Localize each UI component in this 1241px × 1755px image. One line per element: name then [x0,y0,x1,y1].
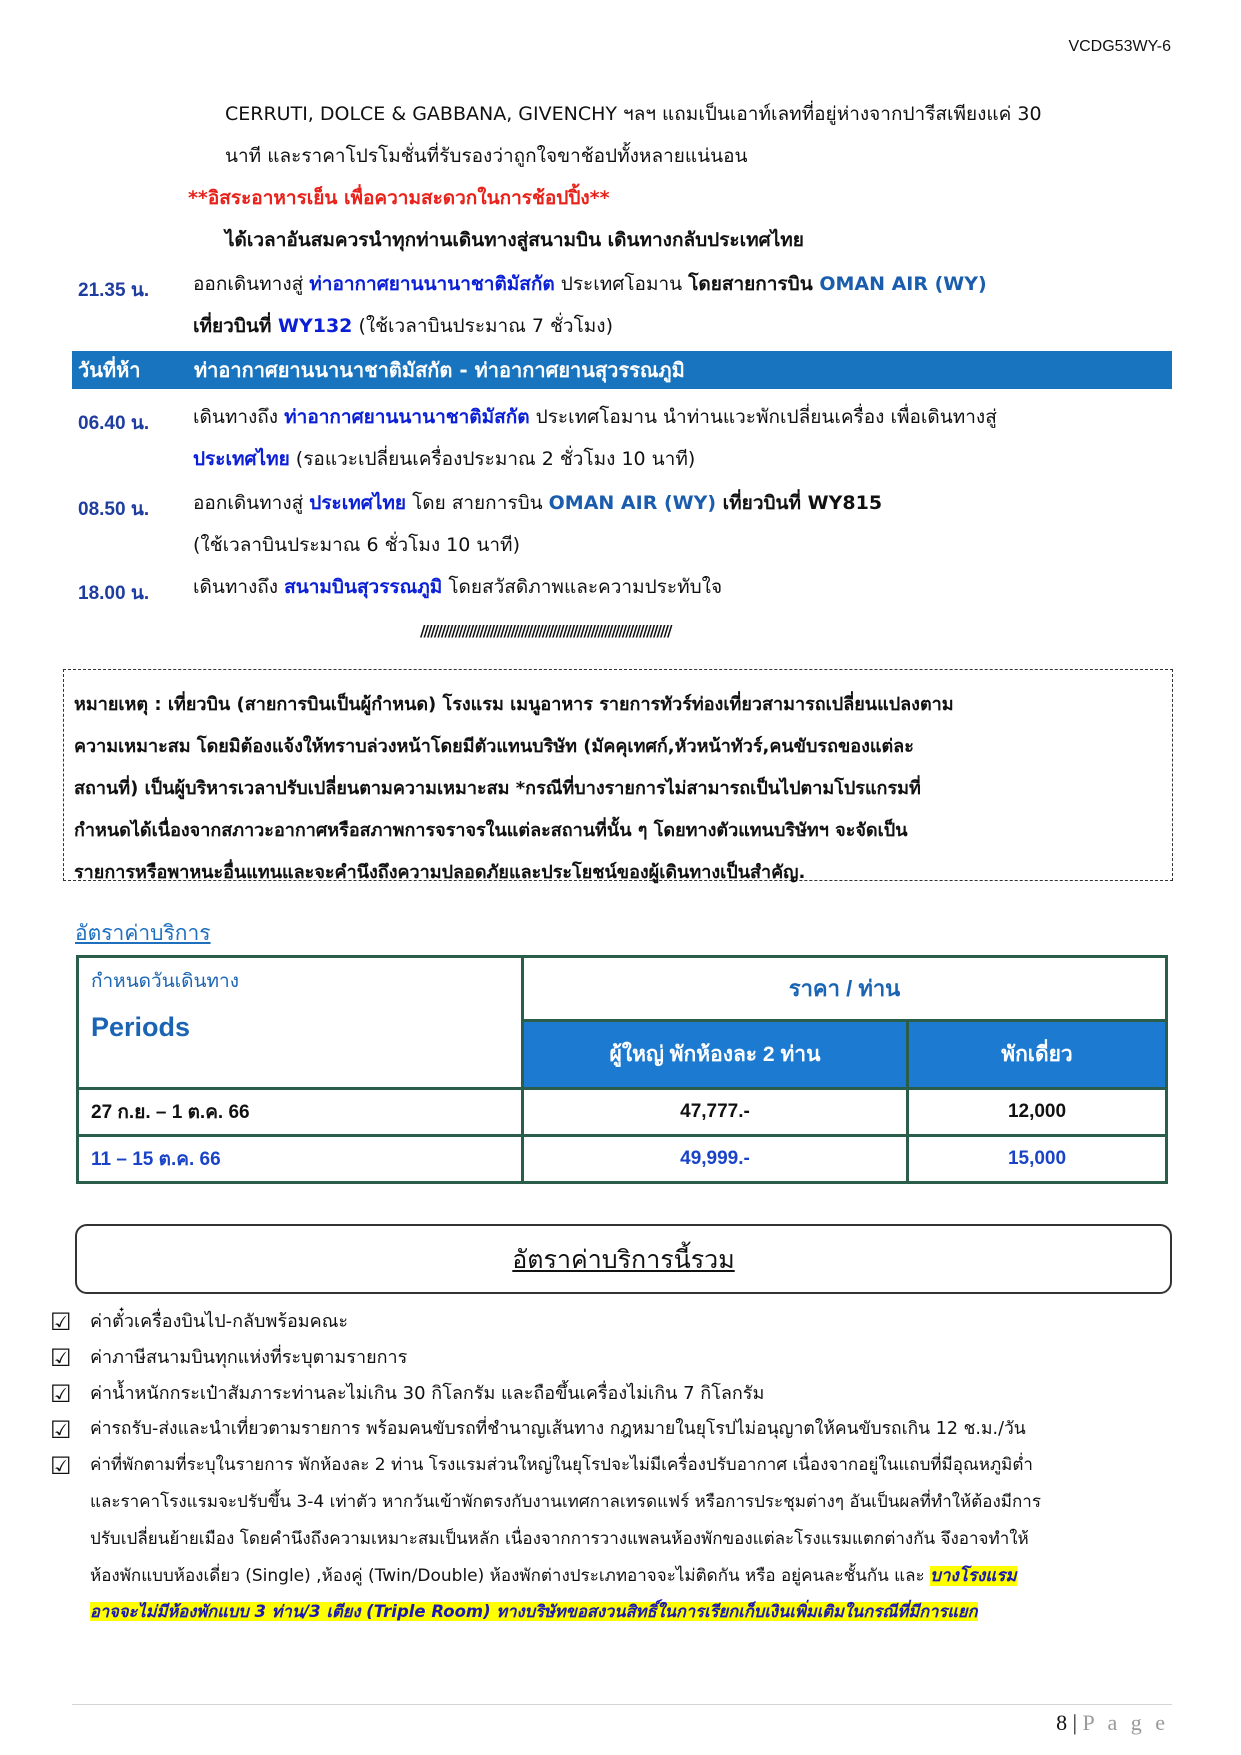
remark-line: กำหนดได้เนื่องจากสภาวะอากาศหรือสภาพการจราจรในแต่ละสถานที่นั้น ๆ โดยทางตัวแทนบริษัทฯ จะจัดเป็น [74,820,908,841]
schedule-2135-line-1: ออกเดินทางสู่ ท่าอากาศยานนานาชาติมัสกัต ประเทศโอมาน โดยสายการบิน OMAN AIR (WY) [193,273,987,295]
time-2135: 21.35 น. [78,280,150,301]
hotel-line-1: ค่าที่พักตามที่ระบุในรายการ พักห้องละ 2 ท่าน โรงแรมส่วนใหญ่ในยุโรปจะไม่มีเครื่องปรับอากาศ เนื่องจากอยู่ในแถบที่มีอุณหภูมิต่ำ [90,1455,1033,1475]
include-item: ค่ารถรับ-ส่งและนำเที่ยวตามรายการ พร้อมคนขับรถที่ชำนาญเส้นทาง กฎหมายในยุโรปไม่อนุญาตให้คนขับรถเกิน 12 ช.ม./วัน [90,1419,1026,1439]
intro-line-1: CERRUTI, DOLCE & GABBANA, GIVENCHY ฯลฯ แถมเป็นเอาท์เลทที่อยู่ห่างจากปารีสเพียงแค่ 30 [225,103,1042,125]
page-number: 8 [1056,1710,1068,1735]
day-title: ท่าอากาศยานนานาชาติมัสกัต - ท่าอากาศยานสุวรรณภูมิ [194,358,685,382]
single-header: พักเดี่ยว [908,1021,1167,1089]
period-header [78,957,523,1089]
remark-box [63,669,1173,881]
period-cell: 27 ก.ย. – 1 ต.ค. 66 [78,1089,523,1136]
rates-title: อัตราค่าบริการ [75,921,211,945]
include-item: ค่าภาษีสนามบินทุกแห่งที่ระบุตามรายการ [90,1347,408,1368]
schedule-0640-line-1: เดินทางถึง ท่าอากาศยานนานาชาติมัสกัต ประเทศโอมาน นำท่านแวะพักเปลี่ยนเครื่อง เพื่อเดินทางสู่ [193,406,997,428]
intro-line-2: นาที และราคาโปรโมชั่นที่รับรองว่าถูกใจขาช้อปทั้งหลายแน่นอน [225,145,748,167]
period-cell: 11 – 15 ต.ค. 66 [78,1136,523,1183]
airport-transfer-note: ได้เวลาอันสมควรนำทุกท่านเดินทางสู่สนามบิน เดินทางกลับประเทศไทย [225,229,804,251]
adult-header: ผู้ใหญ่ พักห้องละ 2 ท่าน [523,1021,908,1089]
adult-price-cell: 49,999.- [523,1136,908,1183]
highlight-text: อาจจะไม่มีห้องพักแบบ 3 ท่าน/3 เตียง (Triple Room) ทางบริษัทขอสงวนสิทธิ์ในการเรียกเก็บเงินเพิ่มเติมในกรณีที่มีการแยก [90,1602,978,1621]
include-item: ค่าน้ำหนักกระเป๋าสัมภาระท่านละไม่เกิน 30 กิโลกรัม และถือขึ้นเครื่องไม่เกิน 7 กิโลกรัม [90,1383,765,1404]
time-1800: 18.00 น. [78,583,150,604]
section-divider: //////////////////////////////////////////////////////////////////////// [420,622,671,640]
remark-line: ความเหมาะสม โดยมิต้องแจ้งให้ทราบล่วงหน้าโดยมีตัวแทนบริษัท (มัคคุเทศก์,หัวหน้าทัวร์,คนขับรถของแต่ละ [74,736,914,757]
remark-line: รายการหรือพาหนะอื่นแทนและจะคำนึงถึงความปลอดภัยและประโยชน์ของผู้เดินทางเป็นสำคัญ. [74,862,806,883]
hotel-line-5 [90,1604,978,1621]
schedule-0850-line-1: ออกเดินทางสู่ ประเทศไทย โดย สายการบิน OMAN AIR (WY) เที่ยวบินที่ WY815 [193,492,883,514]
time-0850: 08.50 น. [78,499,150,520]
price-header: ราคา / ท่าน [523,957,1167,1021]
schedule-1800-line-1: เดินทางถึง สนามบินสุวรรณภูมิ โดยสวัสดิภาพและความประทับใจ [193,576,723,598]
adult-price-cell: 47,777.- [523,1089,908,1136]
schedule-2135-line-2: เที่ยวบินที่ WY132 (ใช้เวลาบินประมาณ 7 ชั่วโมง) [193,315,613,337]
remark-line: หมายเหตุ : เที่ยวบิน (สายการบินเป็นผู้กำหนด) โรงแรม เมนูอาหาร รายการทัวร์ท่องเที่ยวสามารถเปลี่ยนแปลงตาม [74,694,954,715]
schedule-0850-line-2: (ใช้เวลาบินประมาณ 6 ชั่วโมง 10 นาที) [193,534,520,556]
page-label: P a g e [1082,1710,1169,1735]
document-code: VCDG53WY-6 [1068,38,1171,55]
page-separator: | [1072,1710,1078,1735]
include-item: ค่าตั๋วเครื่องบินไป-กลับพร้อมคณะ [90,1311,349,1332]
schedule-0640-line-2: ประเทศไทย (รอแวะเปลี่ยนเครื่องประมาณ 2 ชั่วโมง 10 นาที) [193,448,696,470]
remark-line: สถานที่) เป็นผู้บริหารเวลาปรับเปลี่ยนตามความเหมาะสม *กรณีที่บางรายการไม่สามารถเป็นไปตามโปรแกรมที่ [74,778,921,799]
includes-title: อัตราค่าบริการนี้รวม [512,1245,735,1274]
checkbox-icon: ☑ [50,1344,72,1372]
dinner-note: **อิสระอาหารเย็น เพื่อความสะดวกในการช้อปปิ้ง** [188,187,610,209]
single-price-cell: 12,000 [908,1089,1167,1136]
day-five-header [72,351,1172,389]
checkbox-icon: ☑ [50,1416,72,1444]
highlight-text: บางโรงแรม [930,1566,1017,1586]
table-row [78,1136,1167,1183]
checkbox-icon: ☑ [50,1380,72,1408]
period-header-th: กำหนดวันเดินทาง [91,971,239,992]
period-header-en: Periods [91,1012,191,1042]
hotel-line-2: และราคาโรงแรมจะปรับขึ้น 3-4 เท่าตัว หากวันเข้าพักตรงกับงานเทศกาลเทรดแฟร์ หรือการประชุมต่างๆ อันเป็นผลที่ทำให้ต้องมีการ [90,1492,1041,1512]
footer-divider [72,1704,1172,1705]
rates-table [76,955,1168,1184]
day-label: วันที่ห้า [78,358,141,382]
single-price-cell: 15,000 [908,1136,1167,1183]
hotel-line-3: ปรับเปลี่ยนย้ายเมือง โดยคำนึงถึงความเหมาะสมเป็นหลัก เนื่องจากการวางแพลนห้องพักของแต่ละโรงแรมแตกต่างกัน จึงอาจทำให้ [90,1529,1029,1549]
checkbox-icon: ☑ [50,1452,72,1480]
hotel-line-4: ห้องพักแบบห้องเดี่ยว (Single) ,ห้องคู่ (Twin/Double) ห้องพักต่างประเภทอาจจะไม่ติดกัน หรือ อยู่คนละชั้นกัน และ บางโรงแรม [90,1566,1017,1586]
time-0640: 06.40 น. [78,413,150,434]
checkbox-icon: ☑ [50,1308,72,1336]
table-row [78,1089,1167,1136]
page-footer [1056,1710,1169,1736]
